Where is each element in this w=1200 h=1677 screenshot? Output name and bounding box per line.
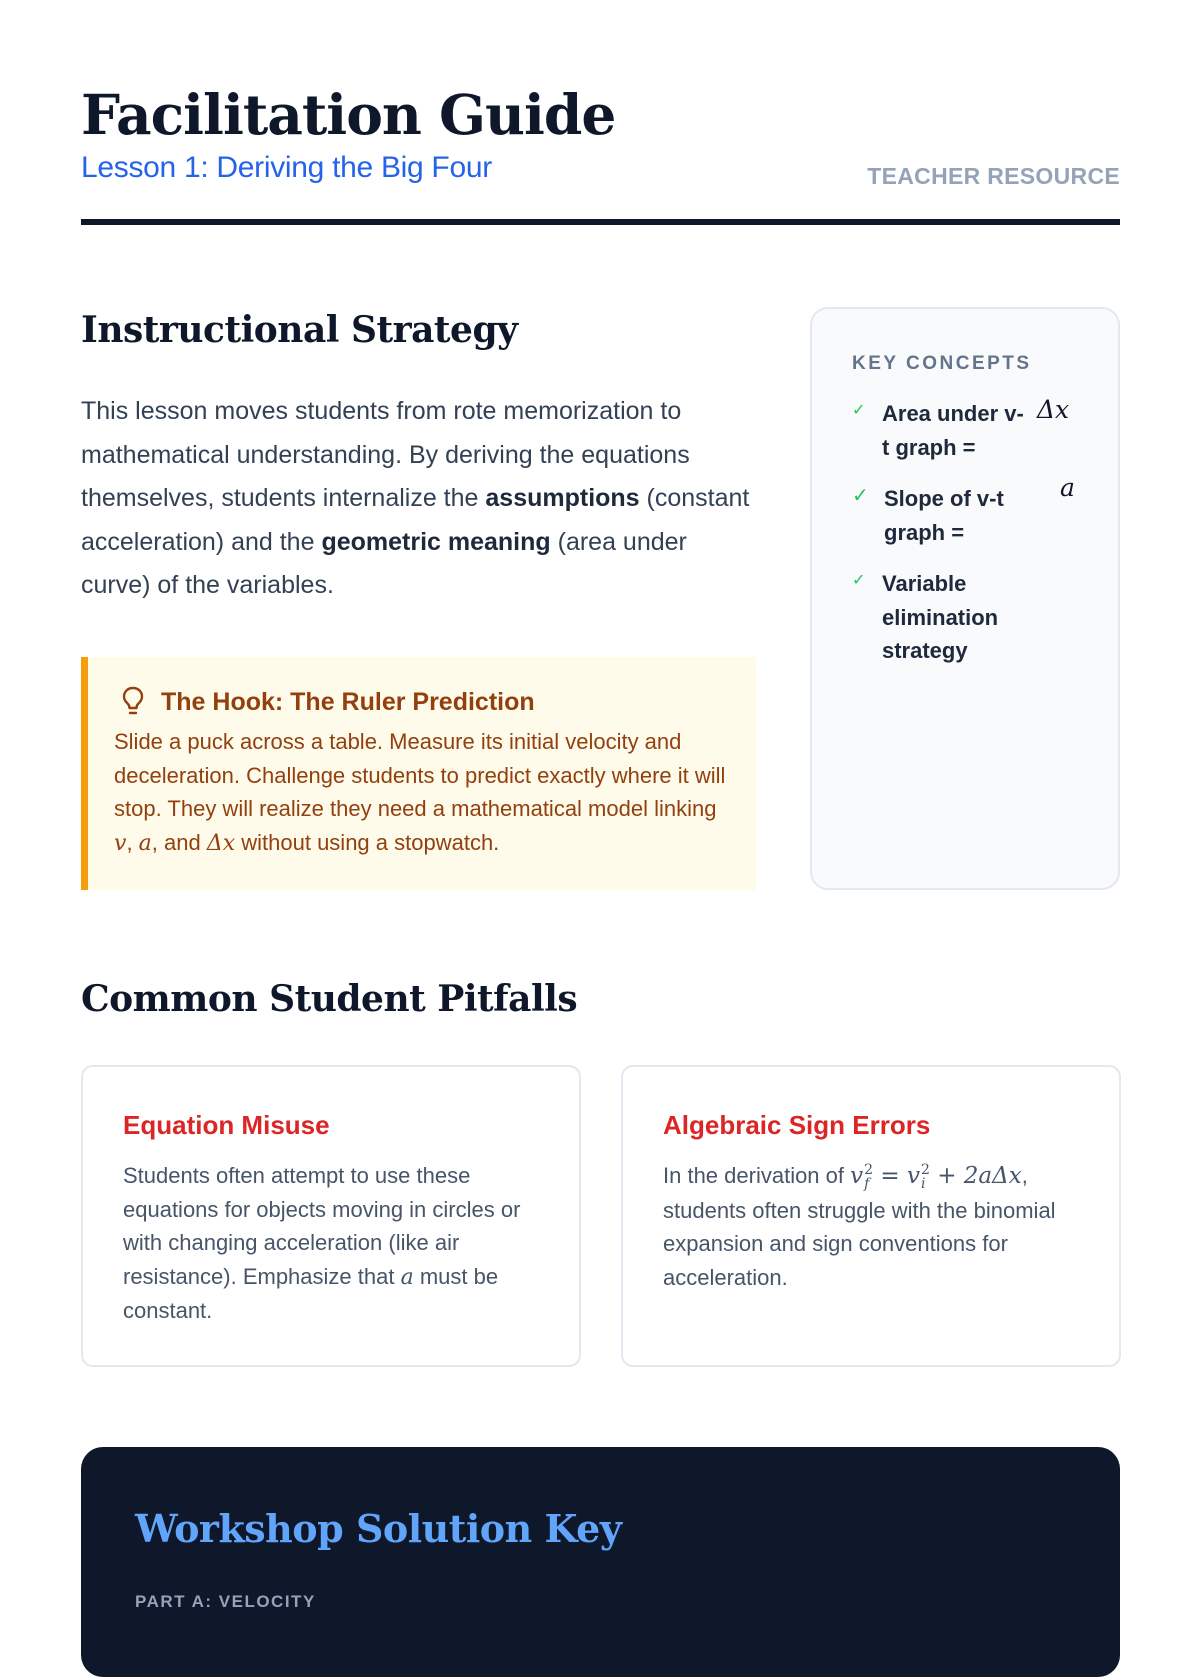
key-concepts-label: KEY CONCEPTS bbox=[852, 353, 1032, 374]
strategy-paragraph bbox=[81, 390, 756, 608]
workshop-solution-key bbox=[81, 1447, 1120, 1677]
var-v: v bbox=[114, 830, 127, 856]
resource-badge: TEACHER RESOURCE bbox=[867, 163, 1120, 189]
pitfall-body bbox=[123, 1159, 541, 1328]
concept-symbol: a bbox=[1060, 473, 1075, 502]
header-divider bbox=[81, 219, 1120, 225]
checkmark-icon: ✓ bbox=[852, 572, 866, 589]
concept-item bbox=[852, 482, 1028, 549]
strategy-text-3: (area under curve) of the variables. bbox=[81, 527, 687, 599]
concept-item bbox=[852, 567, 1032, 668]
pitfall-body bbox=[663, 1159, 1081, 1294]
pitfalls-heading: Common Student Pitfalls bbox=[81, 978, 578, 1020]
pitfall-card-equation-misuse bbox=[81, 1065, 581, 1367]
key-concepts-card bbox=[810, 307, 1120, 890]
var-delta-x: Δx bbox=[206, 830, 236, 856]
pitfall-title: Algebraic Sign Errors bbox=[663, 1110, 931, 1140]
var-a: a bbox=[138, 830, 152, 856]
concept-text: Slope of v-t graph = bbox=[884, 486, 1004, 545]
pitfall-title: Equation Misuse bbox=[123, 1110, 330, 1140]
pitfall-text-2: must be constant. bbox=[123, 1263, 499, 1323]
concept-item bbox=[852, 397, 1028, 464]
concept-text: Area under v-t graph = bbox=[882, 401, 1024, 460]
hook-text-2: without using a stopwatch. bbox=[235, 829, 500, 855]
hook-title: The Hook: The Ruler Prediction bbox=[161, 687, 535, 716]
pitfall-text-2: , students often struggle with the binomial expansion and sign conventions for acceleration. bbox=[663, 1163, 1056, 1290]
page bbox=[81, 0, 1120, 1611]
document-title: Facilitation Guide bbox=[81, 82, 616, 147]
kinematic-equation: v 2 f = v 2 i + 2aΔx bbox=[850, 1162, 1022, 1192]
checkmark-icon: ✓ bbox=[852, 402, 866, 419]
workshop-title: Workshop Solution Key bbox=[135, 1506, 622, 1551]
lesson-subtitle: Lesson 1: Deriving the Big Four bbox=[81, 151, 492, 184]
var-a: a bbox=[400, 1264, 414, 1290]
strategy-text-1: This lesson moves students from rote memorization to mathematical understanding. By deriving the equations themselves, students internalize the bbox=[81, 397, 690, 512]
hook-body bbox=[114, 725, 732, 860]
concept-symbol: Δx bbox=[1037, 395, 1070, 424]
workshop-part-label: PART A: VELOCITY bbox=[135, 1592, 316, 1611]
pitfall-text-1: Students often attempt to use these equations for objects moving in circles or with changing acceleration (like air resistance). Emphasize that bbox=[123, 1163, 521, 1289]
strategy-heading: Instructional Strategy bbox=[81, 309, 518, 351]
strategy-bold-assumptions: assumptions bbox=[485, 484, 640, 512]
strategy-bold-geometric: geometric meaning bbox=[321, 527, 551, 556]
pitfall-card-sign-errors bbox=[621, 1065, 1121, 1367]
concept-text: Variable elimination strategy bbox=[882, 571, 999, 663]
document-header bbox=[81, 82, 1120, 227]
pitfall-text-1: In the derivation of bbox=[663, 1163, 851, 1188]
hook-callout bbox=[81, 657, 756, 890]
hook-sep-1: , bbox=[126, 829, 139, 855]
hook-text-1: Slide a puck across a table. Measure its initial velocity and deceleration. Challenge students to predict exactly where it will stop. They will realize they need a mathematical model linking bbox=[114, 729, 726, 821]
lightbulb-icon bbox=[121, 685, 145, 719]
checkmark-icon: ✓ bbox=[852, 485, 869, 507]
hook-header bbox=[114, 683, 732, 721]
hook-sep-2: , and bbox=[151, 829, 207, 855]
strategy-text-2: (constant acceleration) and the bbox=[81, 484, 750, 556]
instructional-strategy-section bbox=[81, 308, 756, 608]
